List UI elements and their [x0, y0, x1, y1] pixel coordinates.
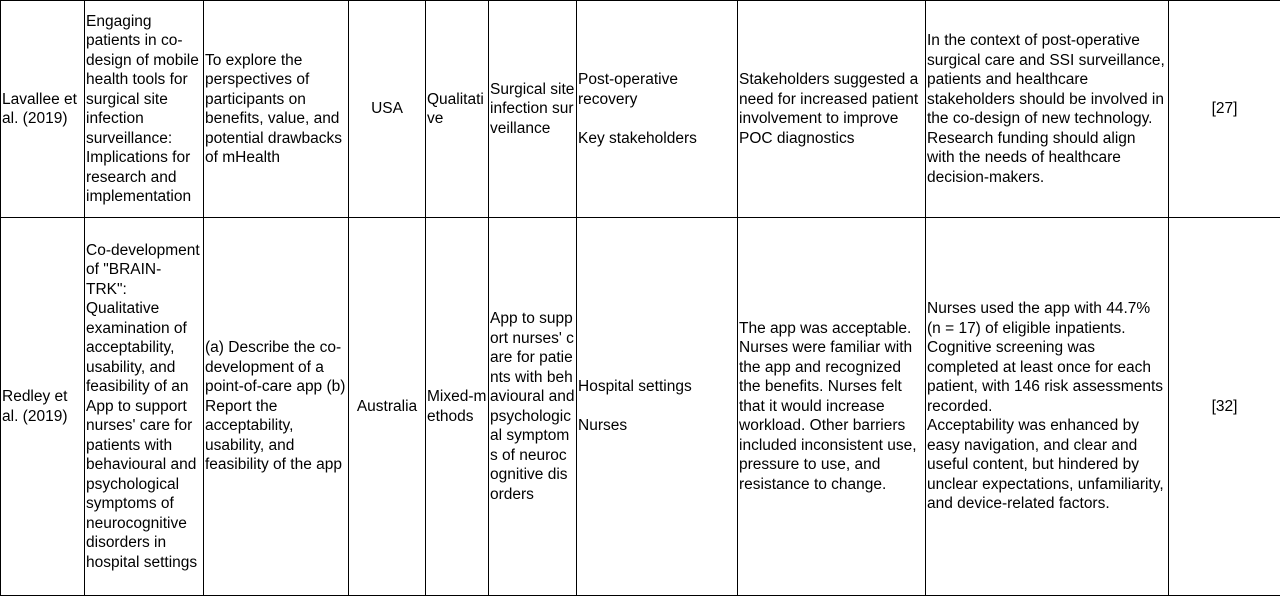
findings-cell: Stakeholders suggested a need for increased patient involvement to improve POC diagnostics — [738, 1, 926, 218]
author-cell: Lavallee et al. (2019) — [1, 1, 85, 218]
findings-cell: The app was acceptable. Nurses were familiar with the app and recognized the benefits. Nurses felt that it would increase workload. Other barriers included inconsistent use, pressure to use, and resistance to change. — [738, 218, 926, 596]
outcomes-cell: In the context of post-operative surgical care and SSI surveillance, patients and healthcare stakeholders should be involved in the co-design of new technology. Research funding should align with the needs of healthcare decision-makers. — [926, 1, 1169, 218]
aim-cell: To explore the perspectives of participants on benefits, value, and potential drawbacks of mHealth — [204, 1, 349, 218]
country-cell: USA — [349, 1, 426, 218]
design-cell: Qualitative — [426, 1, 489, 218]
setting-text: Post-operative recovery — [578, 71, 678, 108]
participants-text: Nurses — [578, 417, 628, 435]
table-row — [1, 218, 1280, 596]
country-cell: Australia — [349, 218, 426, 596]
design-cell: Mixed-methods — [426, 218, 489, 596]
focus-cell: Surgical site infection surveillance — [489, 1, 577, 218]
table-row — [1, 1, 1280, 218]
participants-text: Key stakeholders — [578, 129, 697, 147]
cell-spacer — [578, 109, 736, 129]
title-cell: Engaging patients in co-design of mobile health tools for surgical site infection surveillance: Implications for research and implementation — [85, 1, 204, 218]
aim-cell: (a) Describe the co-development of a point-of-care app (b) Report the acceptability, usability, and feasibility of the app — [204, 218, 349, 596]
cell-spacer — [578, 397, 736, 417]
focus-cell: App to support nurses' care for patients with behavioural and psychological symptoms of neurocognitive disorders — [489, 218, 577, 596]
setting-participants-cell — [577, 1, 738, 218]
setting-text: Hospital settings — [578, 378, 692, 396]
outcomes-cell: Nurses used the app with 44.7% (n = 17) of eligible inpatients. Cognitive screening was completed at least once for each patient, with 146 risk assessments recorded. Acceptability was enhanced by easy navigation, and clear and useful content, but hindered by unclear expectations, unfamiliarity, and device-related factors. — [926, 218, 1169, 596]
title-cell: Co-development of "BRAIN-TRK": Qualitative examination of acceptability, usability, and feasibility of an App to support nurses' care for patients with behavioural and psychological symptoms of neurocognitive disorders in hospital settings — [85, 218, 204, 596]
reference-cell: [27] — [1169, 1, 1280, 218]
reference-cell: [32] — [1169, 218, 1280, 596]
author-cell: Redley et al. (2019) — [1, 218, 85, 596]
setting-participants-cell — [577, 218, 738, 596]
